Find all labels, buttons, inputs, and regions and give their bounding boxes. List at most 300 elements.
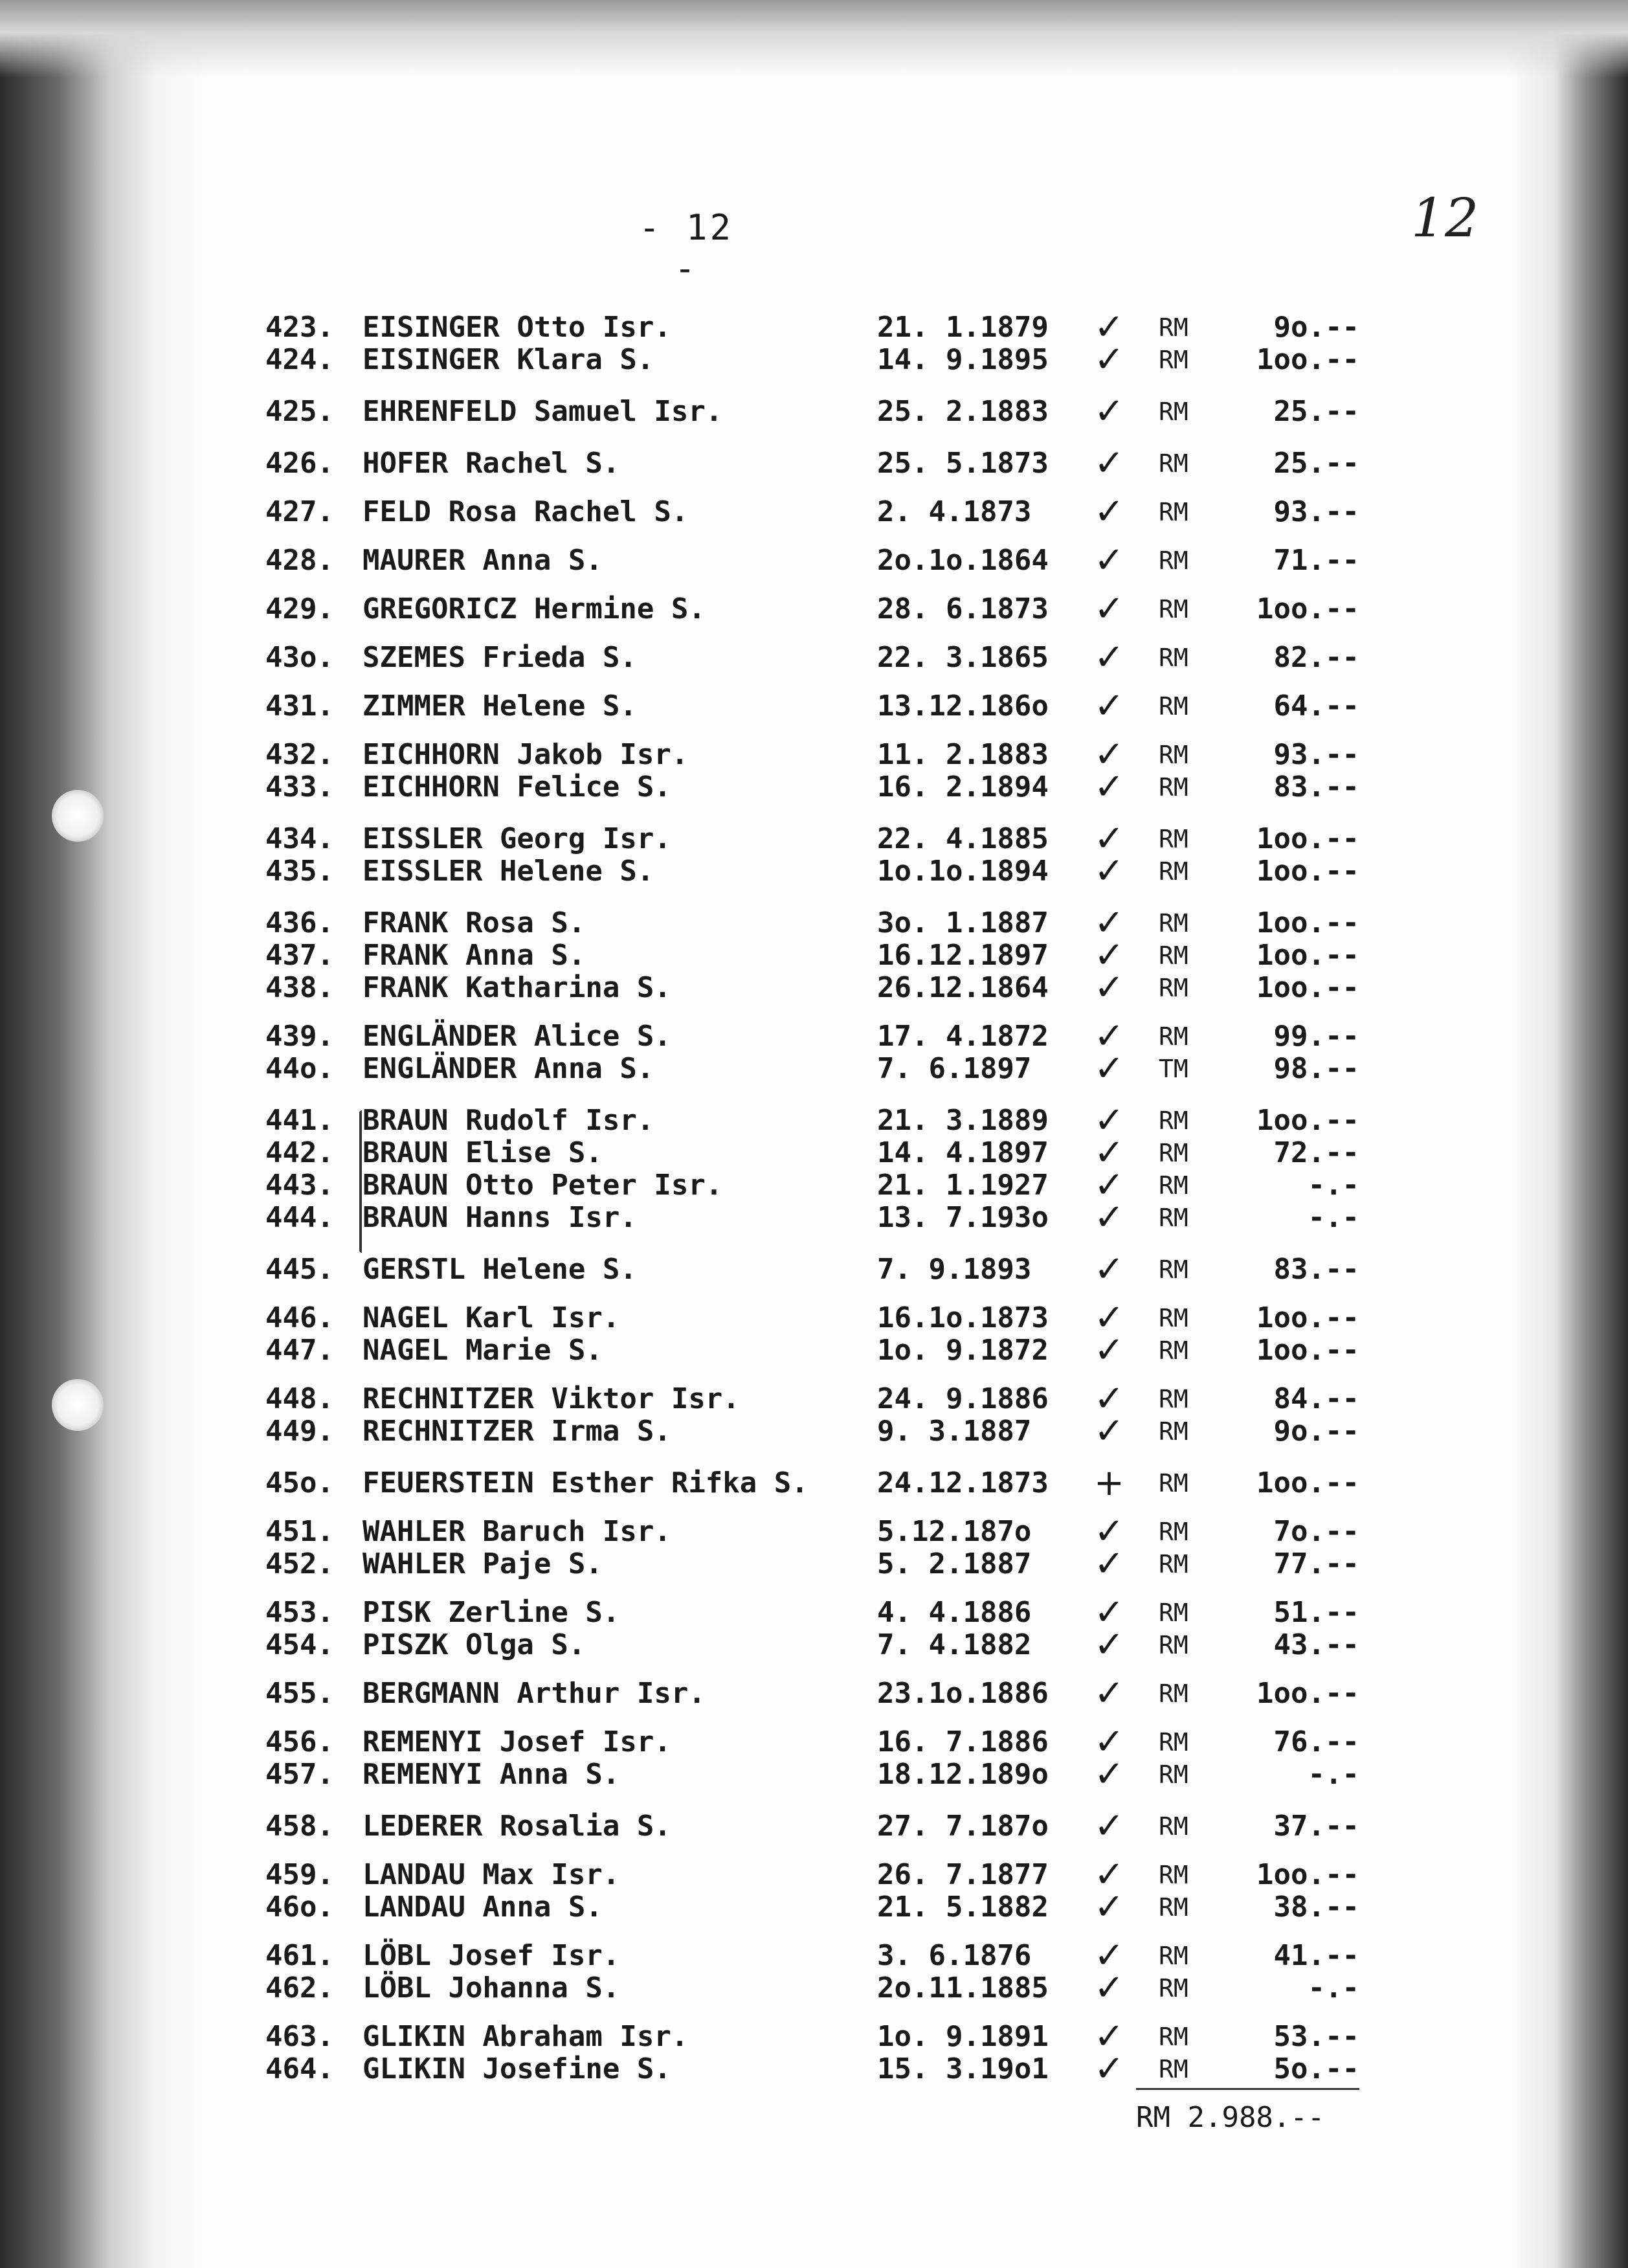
currency-label: RM — [1159, 2055, 1188, 2083]
birth-date: 2. 4.1873 — [877, 495, 1032, 528]
check-mark: ✓ — [1094, 1099, 1124, 1141]
entry-number: 435. — [265, 855, 334, 888]
birth-date: 2o.11.1885 — [877, 1971, 1049, 2004]
person-name: BRAUN Elise S. — [362, 1136, 603, 1169]
amount-value: 41.-- — [1273, 1939, 1359, 1972]
amount-value: 1oo.-- — [1256, 906, 1359, 939]
person-name: FRANK Anna S. — [362, 939, 586, 972]
birth-date: 24. 9.1886 — [877, 1382, 1049, 1415]
birth-date: 3. 6.1876 — [877, 1939, 1032, 1972]
person-name: GERSTL Helene S. — [362, 1253, 637, 1286]
birth-date: 11. 2.1883 — [877, 738, 1049, 771]
amount-value: 1oo.-- — [1256, 592, 1359, 625]
currency-label: RM — [1159, 1304, 1188, 1332]
entry-number: 425. — [265, 395, 334, 428]
amount-value: 25.-- — [1273, 447, 1359, 480]
entry-number: 454. — [265, 1628, 334, 1661]
amount-value: -.- — [1308, 1169, 1359, 1202]
entry-number: 427. — [265, 495, 334, 528]
amount-value: 25.-- — [1273, 395, 1359, 428]
check-mark: ✓ — [1094, 1886, 1124, 1928]
entry-number: 439. — [265, 1020, 334, 1053]
birth-date: 16. 2.1894 — [877, 770, 1049, 803]
amount-value: 1oo.-- — [1256, 343, 1359, 376]
amount-value: 1oo.-- — [1256, 855, 1359, 888]
amount-value: 1oo.-- — [1256, 822, 1359, 855]
amount-value: 9o.-- — [1273, 311, 1359, 344]
currency-label: RM — [1159, 644, 1188, 672]
birth-date: 17. 4.1872 — [877, 1020, 1049, 1053]
amount-value: 43.-- — [1273, 1628, 1359, 1661]
list-item — [0, 818, 1628, 860]
currency-label: RM — [1159, 1728, 1188, 1757]
currency-label: RM — [1159, 1518, 1188, 1546]
list-item — [0, 442, 1628, 484]
currency-label: RM — [1159, 941, 1188, 970]
currency-label: RM — [1159, 857, 1188, 886]
list-item — [0, 588, 1628, 630]
person-name: GREGORICZ Hermine S. — [362, 592, 706, 625]
entry-number: 444. — [265, 1201, 334, 1234]
person-name: EICHHORN Jakob Isr. — [362, 738, 689, 771]
list-item — [0, 1297, 1628, 1339]
birth-date: 13.12.186o — [877, 690, 1049, 723]
amount-value: 77.-- — [1273, 1547, 1359, 1580]
currency-label: RM — [1159, 1204, 1188, 1232]
amount-value: 1oo.-- — [1256, 1301, 1359, 1334]
check-mark: ✓ — [1094, 1935, 1124, 1977]
list-item — [0, 1935, 1628, 1977]
amount-value: 1oo.-- — [1256, 1104, 1359, 1137]
birth-date: 26. 7.1877 — [877, 1858, 1049, 1891]
person-name: LEDERER Rosalia S. — [362, 1810, 671, 1843]
currency-label: RM — [1159, 1861, 1188, 1889]
list-item — [0, 1510, 1628, 1553]
birth-date: 13. 7.193o — [877, 1201, 1049, 1234]
check-mark: ✓ — [1094, 2048, 1124, 2090]
currency-label: RM — [1159, 498, 1188, 526]
check-mark: ✓ — [1094, 1378, 1124, 1420]
person-name: BRAUN Hanns Isr. — [362, 1201, 637, 1234]
list-item — [0, 766, 1628, 808]
entry-number: 456. — [265, 1725, 334, 1758]
amount-value: 1oo.-- — [1256, 1466, 1359, 1499]
person-name: REMENYI Josef Isr. — [362, 1725, 671, 1758]
check-mark: ✓ — [1094, 1329, 1124, 1371]
list-item — [0, 539, 1628, 581]
check-mark: ✓ — [1094, 967, 1124, 1009]
currency-label: RM — [1159, 1812, 1188, 1841]
list-item — [0, 685, 1628, 727]
entry-number: 442. — [265, 1136, 334, 1169]
person-name: WAHLER Baruch Isr. — [362, 1515, 671, 1548]
birth-date: 25. 2.1883 — [877, 395, 1049, 428]
check-mark: ✓ — [1094, 1297, 1124, 1339]
currency-label: RM — [1159, 1336, 1188, 1365]
currency-label: RM — [1159, 1550, 1188, 1578]
birth-date: 7. 6.1897 — [877, 1052, 1032, 1085]
check-mark: ✓ — [1094, 491, 1124, 533]
entry-number: 459. — [265, 1858, 334, 1891]
check-mark: + — [1094, 1462, 1124, 1504]
entry-number: 423. — [265, 311, 334, 344]
currency-label: RM — [1159, 346, 1188, 374]
list-item — [0, 1248, 1628, 1290]
check-mark: ✓ — [1094, 1854, 1124, 1896]
birth-date: 1o.1o.1894 — [877, 855, 1049, 888]
birth-date: 2o.1o.1864 — [877, 544, 1049, 577]
list-item — [0, 1805, 1628, 1847]
amount-value: 98.-- — [1273, 1052, 1359, 1085]
currency-label: RM — [1159, 1171, 1188, 1200]
entry-number: 449. — [265, 1415, 334, 1448]
amount-value: 1oo.-- — [1256, 971, 1359, 1004]
person-name: PISZK Olga S. — [362, 1628, 586, 1661]
entry-number: 46o. — [265, 1891, 334, 1924]
list-item — [0, 491, 1628, 533]
person-name: EISINGER Otto Isr. — [362, 311, 671, 344]
entry-number: 428. — [265, 544, 334, 577]
check-mark: ✓ — [1094, 766, 1124, 808]
amount-value: 38.-- — [1273, 1891, 1359, 1924]
birth-date: 14. 9.1895 — [877, 343, 1049, 376]
entry-number: 463. — [265, 2020, 334, 2053]
birth-date: 24.12.1873 — [877, 1466, 1049, 1499]
currency-label: RM — [1159, 1679, 1188, 1708]
check-mark: ✓ — [1094, 306, 1124, 348]
list-item — [0, 1967, 1628, 2009]
entry-number: 458. — [265, 1810, 334, 1843]
person-name: BERGMANN Arthur Isr. — [362, 1677, 706, 1710]
birth-date: 7. 4.1882 — [877, 1628, 1032, 1661]
birth-date: 22. 4.1885 — [877, 822, 1049, 855]
currency-label: RM — [1159, 1139, 1188, 1167]
currency-label: RM — [1159, 1022, 1188, 1051]
amount-value: 93.-- — [1273, 738, 1359, 771]
list-item — [0, 1410, 1628, 1452]
check-mark: ✓ — [1094, 2015, 1124, 2058]
amount-value: 9o.-- — [1273, 1415, 1359, 1448]
total-amount: RM 2.988.-- — [1136, 2101, 1325, 2134]
person-name: BRAUN Otto Peter Isr. — [362, 1169, 723, 1202]
person-name: RECHNITZER Viktor Isr. — [362, 1382, 740, 1415]
birth-date: 16. 7.1886 — [877, 1725, 1049, 1758]
birth-date: 9. 3.1887 — [877, 1415, 1032, 1448]
amount-value: -.- — [1308, 1758, 1359, 1791]
person-name: PISK Zerline S. — [362, 1596, 620, 1629]
list-item — [0, 2048, 1628, 2090]
person-name: GLIKIN Josefine S. — [362, 2052, 671, 2085]
list-item — [0, 1378, 1628, 1420]
currency-label: RM — [1159, 1599, 1188, 1627]
person-name: NAGEL Marie S. — [362, 1334, 603, 1367]
check-mark: ✓ — [1094, 1672, 1124, 1714]
currency-label: RM — [1159, 1385, 1188, 1413]
list-item — [0, 1886, 1628, 1928]
list-item — [0, 1099, 1628, 1141]
amount-value: 64.-- — [1273, 690, 1359, 723]
currency-label: RM — [1159, 974, 1188, 1002]
check-mark: ✓ — [1094, 818, 1124, 860]
currency-label: RM — [1159, 1417, 1188, 1446]
list-item — [0, 1015, 1628, 1057]
amount-value: 37.-- — [1273, 1810, 1359, 1843]
list-item — [0, 1132, 1628, 1174]
list-item — [0, 1048, 1628, 1090]
person-name: SZEMES Frieda S. — [362, 641, 637, 674]
check-mark: ✓ — [1094, 1967, 1124, 2009]
currency-label: RM — [1159, 1106, 1188, 1135]
entry-number: 43o. — [265, 641, 334, 674]
amount-value: 1oo.-- — [1256, 1858, 1359, 1891]
currency-label: RM — [1159, 1942, 1188, 1970]
birth-date: 16.1o.1873 — [877, 1301, 1049, 1334]
check-mark: ✓ — [1094, 1132, 1124, 1174]
currency-label: RM — [1159, 909, 1188, 938]
entry-number: 451. — [265, 1515, 334, 1548]
entry-number: 443. — [265, 1169, 334, 1202]
check-mark: ✓ — [1094, 1624, 1124, 1666]
amount-value: 5o.-- — [1273, 2052, 1359, 2085]
currency-label: RM — [1159, 692, 1188, 721]
person-name: LANDAU Max Isr. — [362, 1858, 620, 1891]
entry-number: 464. — [265, 2052, 334, 2085]
list-item — [0, 1462, 1628, 1504]
amount-value: 51.-- — [1273, 1596, 1359, 1629]
check-mark: ✓ — [1094, 539, 1124, 581]
currency-label: RM — [1159, 1893, 1188, 1922]
amount-value: -.- — [1308, 1971, 1359, 2004]
check-mark: ✓ — [1094, 1721, 1124, 1763]
amount-value: 83.-- — [1273, 770, 1359, 803]
birth-date: 16.12.1897 — [877, 939, 1049, 972]
birth-date: 5. 2.1887 — [877, 1547, 1032, 1580]
entry-number: 44o. — [265, 1052, 334, 1085]
list-item — [0, 1672, 1628, 1714]
amount-value: 1oo.-- — [1256, 1677, 1359, 1710]
list-item — [0, 339, 1628, 381]
amount-value: 53.-- — [1273, 2020, 1359, 2053]
entry-number: 446. — [265, 1301, 334, 1334]
list-item — [0, 1721, 1628, 1763]
entry-number: 436. — [265, 906, 334, 939]
person-name: FRANK Katharina S. — [362, 971, 671, 1004]
page-number: - 12 - — [638, 207, 734, 289]
person-name: HOFER Rachel S. — [362, 447, 620, 480]
person-name: EICHHORN Felice S. — [362, 770, 671, 803]
list-item — [0, 850, 1628, 892]
entry-number: 426. — [265, 447, 334, 480]
entry-number: 452. — [265, 1547, 334, 1580]
person-name: ZIMMER Helene S. — [362, 690, 637, 723]
list-item — [0, 1543, 1628, 1585]
birth-date: 5.12.187o — [877, 1515, 1032, 1548]
check-mark: ✓ — [1094, 685, 1124, 727]
amount-value: 99.-- — [1273, 1020, 1359, 1053]
currency-label: RM — [1159, 449, 1188, 478]
amount-value: 7o.-- — [1273, 1515, 1359, 1548]
braun-family-bracket — [359, 1110, 362, 1253]
birth-date: 18.12.189o — [877, 1758, 1049, 1791]
person-name: RECHNITZER Irma S. — [362, 1415, 671, 1448]
person-name: EISINGER Klara S. — [362, 343, 654, 376]
currency-label: RM — [1159, 546, 1188, 575]
check-mark: ✓ — [1094, 636, 1124, 679]
amount-value: 76.-- — [1273, 1725, 1359, 1758]
amount-value: -.- — [1308, 1201, 1359, 1234]
check-mark: ✓ — [1094, 850, 1124, 892]
entry-number: 429. — [265, 592, 334, 625]
person-name: FEUERSTEIN Esther Rifka S. — [362, 1466, 808, 1499]
person-name: WAHLER Paje S. — [362, 1547, 603, 1580]
entry-number: 431. — [265, 690, 334, 723]
list-item — [0, 1854, 1628, 1896]
list-item — [0, 1196, 1628, 1239]
check-mark: ✓ — [1094, 1591, 1124, 1634]
handwritten-page-number: 12 — [1411, 188, 1479, 249]
entry-number: 447. — [265, 1334, 334, 1367]
birth-date: 26.12.1864 — [877, 971, 1049, 1004]
currency-label: RM — [1159, 398, 1188, 426]
currency-label: RM — [1159, 1469, 1188, 1498]
check-mark: ✓ — [1094, 1410, 1124, 1452]
list-item — [0, 1591, 1628, 1634]
currency-label: RM — [1159, 825, 1188, 853]
birth-date: 1o. 9.1872 — [877, 1334, 1049, 1367]
check-mark: ✓ — [1094, 1048, 1124, 1090]
amount-value: 1oo.-- — [1256, 939, 1359, 972]
list-item — [0, 2015, 1628, 2058]
entry-number: 438. — [265, 971, 334, 1004]
person-name: EISSLER Georg Isr. — [362, 822, 671, 855]
person-name: EHRENFELD Samuel Isr. — [362, 395, 723, 428]
check-mark: ✓ — [1094, 934, 1124, 976]
person-name: BRAUN Rudolf Isr. — [362, 1104, 654, 1137]
amount-value: 83.-- — [1273, 1253, 1359, 1286]
person-name: MAURER Anna S. — [362, 544, 603, 577]
check-mark: ✓ — [1094, 734, 1124, 776]
entry-number: 462. — [265, 1971, 334, 2004]
person-name: REMENYI Anna S. — [362, 1758, 620, 1791]
person-name: LANDAU Anna S. — [362, 1891, 603, 1924]
check-mark: ✓ — [1094, 1510, 1124, 1553]
person-name: ENGLÄNDER Alice S. — [362, 1020, 671, 1053]
check-mark: ✓ — [1094, 1753, 1124, 1795]
check-mark: ✓ — [1094, 442, 1124, 484]
currency-label: RM — [1159, 741, 1188, 769]
check-mark: ✓ — [1094, 902, 1124, 944]
birth-date: 4. 4.1886 — [877, 1596, 1032, 1629]
list-item — [0, 1753, 1628, 1795]
entry-number: 424. — [265, 343, 334, 376]
currency-label: RM — [1159, 1255, 1188, 1284]
person-name: FELD Rosa Rachel S. — [362, 495, 689, 528]
entry-number: 433. — [265, 770, 334, 803]
entry-number: 432. — [265, 738, 334, 771]
person-name: LÖBL Johanna S. — [362, 1971, 620, 2004]
person-name: ENGLÄNDER Anna S. — [362, 1052, 654, 1085]
list-item — [0, 967, 1628, 1009]
amount-value: 84.-- — [1273, 1382, 1359, 1415]
list-item — [0, 390, 1628, 432]
list-item — [0, 902, 1628, 944]
entry-number: 455. — [265, 1677, 334, 1710]
list-item — [0, 1164, 1628, 1206]
list-item — [0, 306, 1628, 348]
birth-date: 27. 7.187o — [877, 1810, 1049, 1843]
person-name: NAGEL Karl Isr. — [362, 1301, 620, 1334]
birth-date: 25. 5.1873 — [877, 447, 1049, 480]
birth-date: 21. 1.1927 — [877, 1169, 1049, 1202]
birth-date: 7. 9.1893 — [877, 1253, 1032, 1286]
check-mark: ✓ — [1094, 390, 1124, 432]
entry-number: 437. — [265, 939, 334, 972]
birth-date: 15. 3.19o1 — [877, 2052, 1049, 2085]
check-mark: ✓ — [1094, 1164, 1124, 1206]
check-mark: ✓ — [1094, 588, 1124, 630]
currency-label: RM — [1159, 1631, 1188, 1659]
currency-label: TM — [1159, 1055, 1188, 1083]
list-item — [0, 1329, 1628, 1371]
birth-date: 3o. 1.1887 — [877, 906, 1049, 939]
birth-date: 21. 5.1882 — [877, 1891, 1049, 1924]
birth-date: 1o. 9.1891 — [877, 2020, 1049, 2053]
amount-value: 82.-- — [1273, 641, 1359, 674]
list-item — [0, 734, 1628, 776]
check-mark: ✓ — [1094, 1543, 1124, 1585]
person-name: FRANK Rosa S. — [362, 906, 586, 939]
birth-date: 21. 3.1889 — [877, 1104, 1049, 1137]
currency-label: RM — [1159, 313, 1188, 342]
entry-number: 461. — [265, 1939, 334, 1972]
entry-number: 45o. — [265, 1466, 334, 1499]
check-mark: ✓ — [1094, 339, 1124, 381]
currency-label: RM — [1159, 1974, 1188, 2003]
amount-value: 93.-- — [1273, 495, 1359, 528]
currency-label: RM — [1159, 773, 1188, 802]
amount-value: 71.-- — [1273, 544, 1359, 577]
amount-value: 72.-- — [1273, 1136, 1359, 1169]
person-name: EISSLER Helene S. — [362, 855, 654, 888]
check-mark: ✓ — [1094, 1015, 1124, 1057]
check-mark: ✓ — [1094, 1805, 1124, 1847]
entry-number: 453. — [265, 1596, 334, 1629]
total-rule — [1136, 2088, 1359, 2090]
entry-number: 445. — [265, 1253, 334, 1286]
birth-date: 23.1o.1886 — [877, 1677, 1049, 1710]
currency-label: RM — [1159, 1760, 1188, 1789]
list-item — [0, 636, 1628, 679]
person-name: GLIKIN Abraham Isr. — [362, 2020, 689, 2053]
birth-date: 21. 1.1879 — [877, 311, 1049, 344]
birth-date: 28. 6.1873 — [877, 592, 1049, 625]
list-item — [0, 934, 1628, 976]
entry-number: 448. — [265, 1382, 334, 1415]
currency-label: RM — [1159, 2023, 1188, 2051]
entry-number: 434. — [265, 822, 334, 855]
check-mark: ✓ — [1094, 1196, 1124, 1239]
top-shadow — [0, 0, 1628, 78]
check-mark: ✓ — [1094, 1248, 1124, 1290]
entry-number: 457. — [265, 1758, 334, 1791]
amount-value: 1oo.-- — [1256, 1334, 1359, 1367]
birth-date: 14. 4.1897 — [877, 1136, 1049, 1169]
currency-label: RM — [1159, 595, 1188, 623]
entry-number: 441. — [265, 1104, 334, 1137]
birth-date: 22. 3.1865 — [877, 641, 1049, 674]
list-item — [0, 1624, 1628, 1666]
person-name: LÖBL Josef Isr. — [362, 1939, 620, 1972]
